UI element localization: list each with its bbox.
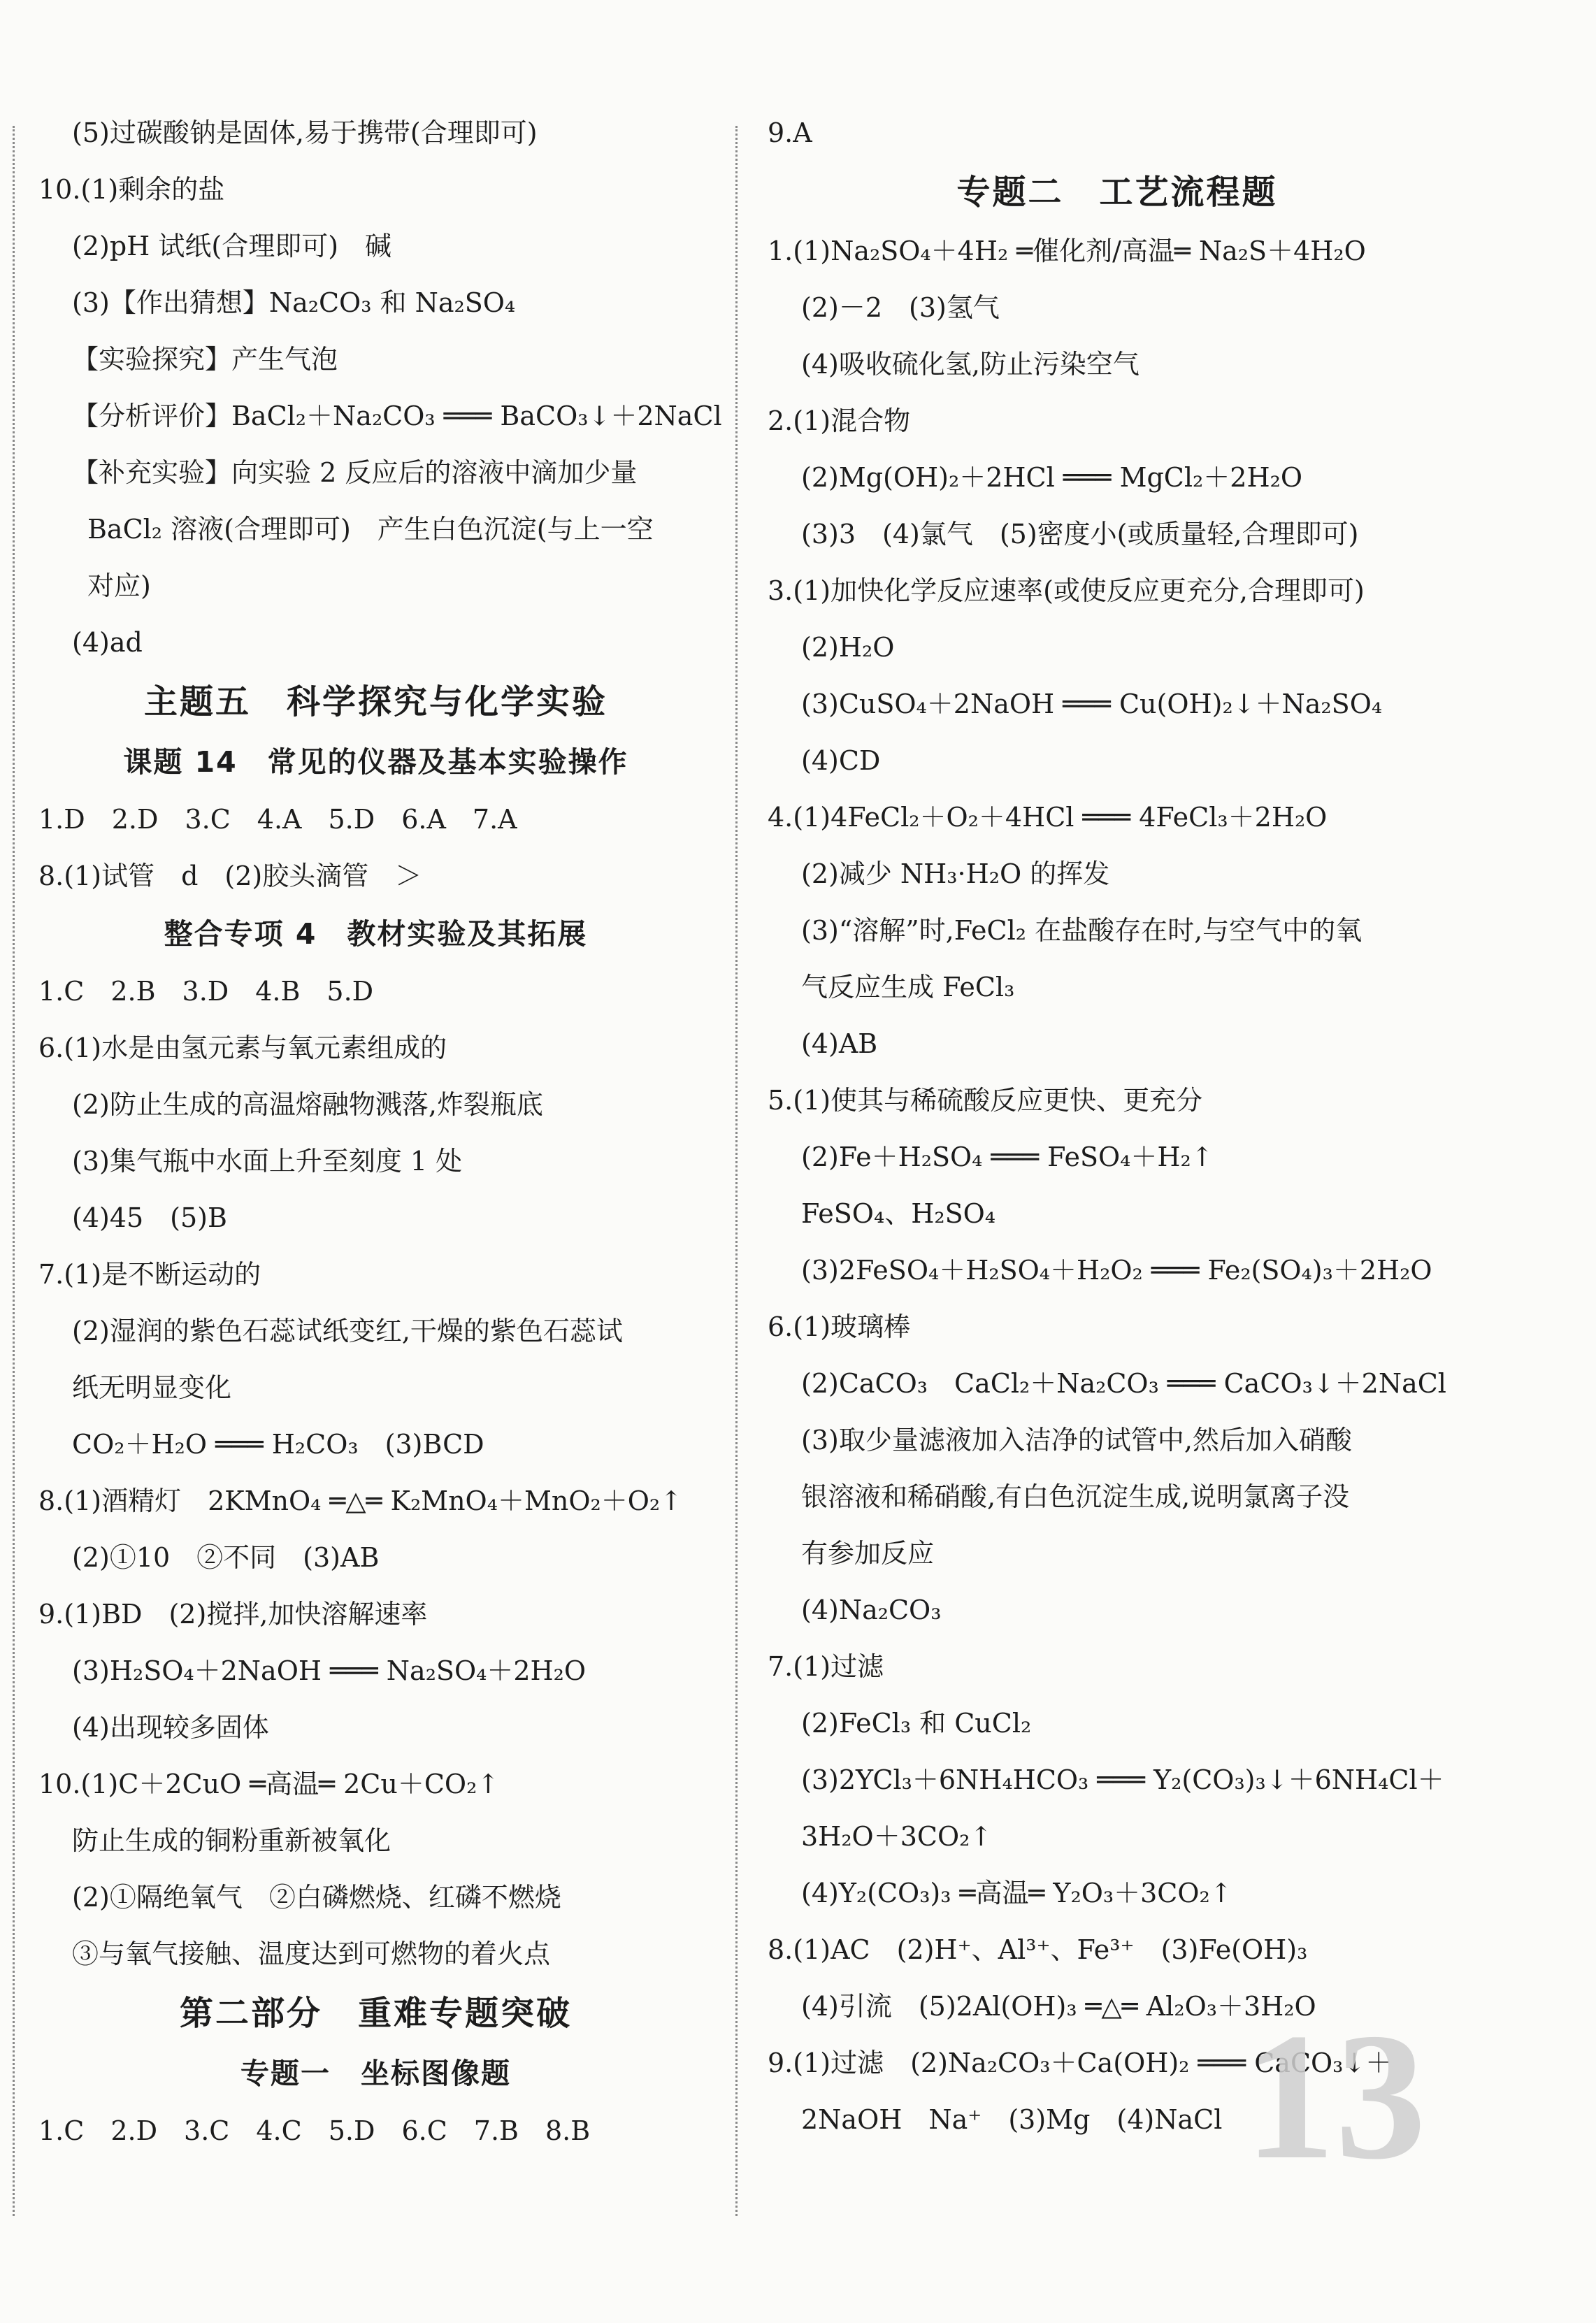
answer-line: 1.C 2.B 3.D 4.B 5.D <box>38 976 374 1007</box>
answer-line: (2)Mg(OH)₂＋2HCl ═══ MgCl₂＋2H₂O <box>801 462 1302 493</box>
left-column <box>38 105 722 2159</box>
answer-line: (3)2YCl₃＋6NH₄HCO₃ ═══ Y₂(CO₃)₃↓＋6NH₄Cl＋ <box>801 1764 1444 1795</box>
answer-line: (2)Fe＋H₂SO₄ ═══ FeSO₄＋H₂↑ <box>801 1142 1214 1172</box>
answer-line: (2)CaCO₃ CaCl₂＋Na₂CO₃ ═══ CaCO₃↓＋2NaCl <box>801 1368 1446 1399</box>
column-divider <box>735 126 738 2216</box>
answer-line: 纸无明显变化 <box>72 1372 232 1403</box>
page-number: 13 <box>1244 1996 1426 2197</box>
section-heading: 主题五 科学探究与化学实验 <box>143 682 608 721</box>
subsection-heading: 整合专项 4 教材实验及其拓展 <box>164 917 588 951</box>
answer-line: 1.D 2.D 3.C 4.A 5.D 6.A 7.A <box>38 804 517 835</box>
answer-line: (2)防止生成的高温熔融物溅落,炸裂瓶底 <box>72 1089 543 1120</box>
answer-line: (5)过碳酸钠是固体,易于携带(合理即可) <box>72 117 538 148</box>
answer-line: 2.(1)混合物 <box>768 405 911 436</box>
answer-line: (2)H₂O <box>801 632 895 663</box>
answer-line: 10.(1)剩余的盐 <box>38 174 225 205</box>
subsection-heading: 专题一 坐标图像题 <box>240 2057 511 2090</box>
answer-line: 10.(1)C＋2CuO ═高温═ 2Cu＋CO₂↑ <box>38 1769 500 1799</box>
answer-line: (3)H₂SO₄＋2NaOH ═══ Na₂SO₄＋2H₂O <box>72 1655 587 1686</box>
answer-line: 9.(1)过滤 (2)Na₂CO₃＋Ca(OH)₂ ═══ CaCO₃↓＋ <box>768 2048 1393 2078</box>
answer-line: 8.(1)AC (2)H⁺、Al³⁺、Fe³⁺ (3)Fe(OH)₃ <box>768 1934 1308 1965</box>
answer-line: (3)集气瓶中水面上升至刻度 1 处 <box>72 1146 463 1177</box>
answer-line: 【分析评价】BaCl₂＋Na₂CO₃ ═══ BaCO₃↓＋2NaCl <box>72 401 722 431</box>
answer-line: 1.C 2.D 3.C 4.C 5.D 6.C 7.B 8.B <box>38 2115 591 2146</box>
answer-line: (2)－2 (3)氢气 <box>801 292 1000 323</box>
answer-line: BaCl₂ 溶液(合理即可) 产生白色沉淀(与上一空 <box>87 514 654 545</box>
answer-line: (3)“溶解”时,FeCl₂ 在盐酸存在时,与空气中的氧 <box>801 915 1363 946</box>
subsection-heading: 课题 14 常见的仪器及基本实验操作 <box>123 745 628 779</box>
answer-line: 6.(1)玻璃棒 <box>768 1311 911 1342</box>
answer-line: 气反应生成 FeCl₃ <box>801 972 1015 1002</box>
answer-line: (4)吸收硫化氢,防止污染空气 <box>801 349 1140 380</box>
answer-line: 5.(1)使其与稀硫酸反应更快、更充分 <box>768 1085 1203 1116</box>
answer-line: (3)CuSO₄＋2NaOH ═══ Cu(OH)₂↓＋Na₂SO₄ <box>801 689 1383 719</box>
answer-line: 8.(1)酒精灯 2KMnO₄ ═△═ K₂MnO₄＋MnO₂＋O₂↑ <box>38 1486 682 1516</box>
answer-line: 9.(1)BD (2)搅拌,加快溶解速率 <box>38 1599 428 1630</box>
answer-line: (4)Y₂(CO₃)₃ ═高温═ Y₂O₃＋3CO₂↑ <box>801 1878 1232 1908</box>
answer-line: (3)2FeSO₄＋H₂SO₄＋H₂O₂ ═══ Fe₂(SO₄)₃＋2H₂O <box>801 1255 1432 1286</box>
answer-line: 2NaOH Na⁺ (3)Mg (4)NaCl <box>801 2104 1223 2135</box>
answer-line: (2)①10 ②不同 (3)AB <box>72 1542 380 1573</box>
answer-line: 【补充实验】向实验 2 反应后的溶液中滴加少量 <box>72 457 638 488</box>
answer-line: (4)Na₂CO₃ <box>801 1595 942 1625</box>
answer-line: 1.(1)Na₂SO₄＋4H₂ ═催化剂/高温═ Na₂S＋4H₂O <box>768 236 1366 266</box>
answer-line: (4)45 (5)B <box>72 1202 227 1233</box>
answer-line: (4)ad <box>72 627 143 658</box>
answer-line: 4.(1)4FeCl₂＋O₂＋4HCl ═══ 4FeCl₃＋2H₂O <box>768 802 1328 833</box>
right-column <box>768 105 1467 2148</box>
answer-line: 防止生成的铜粉重新被氧化 <box>72 1825 391 1856</box>
answer-line: 3H₂O＋3CO₂↑ <box>801 1821 993 1852</box>
answer-line: (3)3 (4)氯气 (5)密度小(或质量轻,合理即可) <box>801 519 1359 549</box>
answer-line: (3)取少量滤液加入洁净的试管中,然后加入硝酸 <box>801 1425 1352 1455</box>
answer-line: (2)①隔绝氧气 ②白磷燃烧、红磷不燃烧 <box>72 1882 561 1913</box>
answer-line: 7.(1)过滤 <box>768 1651 884 1682</box>
answer-line: (4)出现较多固体 <box>72 1712 269 1743</box>
answer-line: CO₂＋H₂O ═══ H₂CO₃ (3)BCD <box>72 1429 484 1460</box>
answer-line: FeSO₄、H₂SO₄ <box>801 1198 995 1229</box>
answer-line: 7.(1)是不断运动的 <box>38 1259 261 1290</box>
answer-line: (2)FeCl₃ 和 CuCl₂ <box>801 1708 1032 1739</box>
answer-line: (2)pH 试纸(合理即可) 碱 <box>72 231 392 261</box>
section-heading: 专题二 工艺流程题 <box>956 173 1278 212</box>
left-margin-rule <box>13 126 15 2216</box>
answer-line: 【实验探究】产生气泡 <box>72 344 338 375</box>
answer-line: ③与氧气接触、温度达到可燃物的着火点 <box>72 1939 551 1969</box>
answer-line: (3)【作出猜想】Na₂CO₃ 和 Na₂SO₄ <box>72 287 516 318</box>
answer-line: (2)减少 NH₃·H₂O 的挥发 <box>801 858 1110 889</box>
answer-line: 8.(1)试管 d (2)胶头滴管 ＞ <box>38 861 422 891</box>
answer-line: 3.(1)加快化学反应速率(或使反应更充分,合理即可) <box>768 575 1365 606</box>
answer-line: 有参加反应 <box>801 1538 935 1569</box>
section-heading: 第二部分 重难专题突破 <box>179 1994 572 2033</box>
answer-line: (4)引流 (5)2Al(OH)₃ ═△═ Al₂O₃＋3H₂O <box>801 1991 1316 2022</box>
answer-line: (2)湿润的紫色石蕊试纸变红,干燥的紫色石蕊试 <box>72 1316 623 1346</box>
answer-line: (4)CD <box>801 745 881 776</box>
answer-line: 9.A <box>768 117 812 148</box>
answer-line: 6.(1)水是由氢元素与氧元素组成的 <box>38 1033 447 1063</box>
answer-line: (4)AB <box>801 1028 878 1059</box>
answer-line: 银溶液和稀硝酸,有白色沉淀生成,说明氯离子没 <box>801 1481 1350 1512</box>
answer-line: 对应) <box>87 570 151 601</box>
